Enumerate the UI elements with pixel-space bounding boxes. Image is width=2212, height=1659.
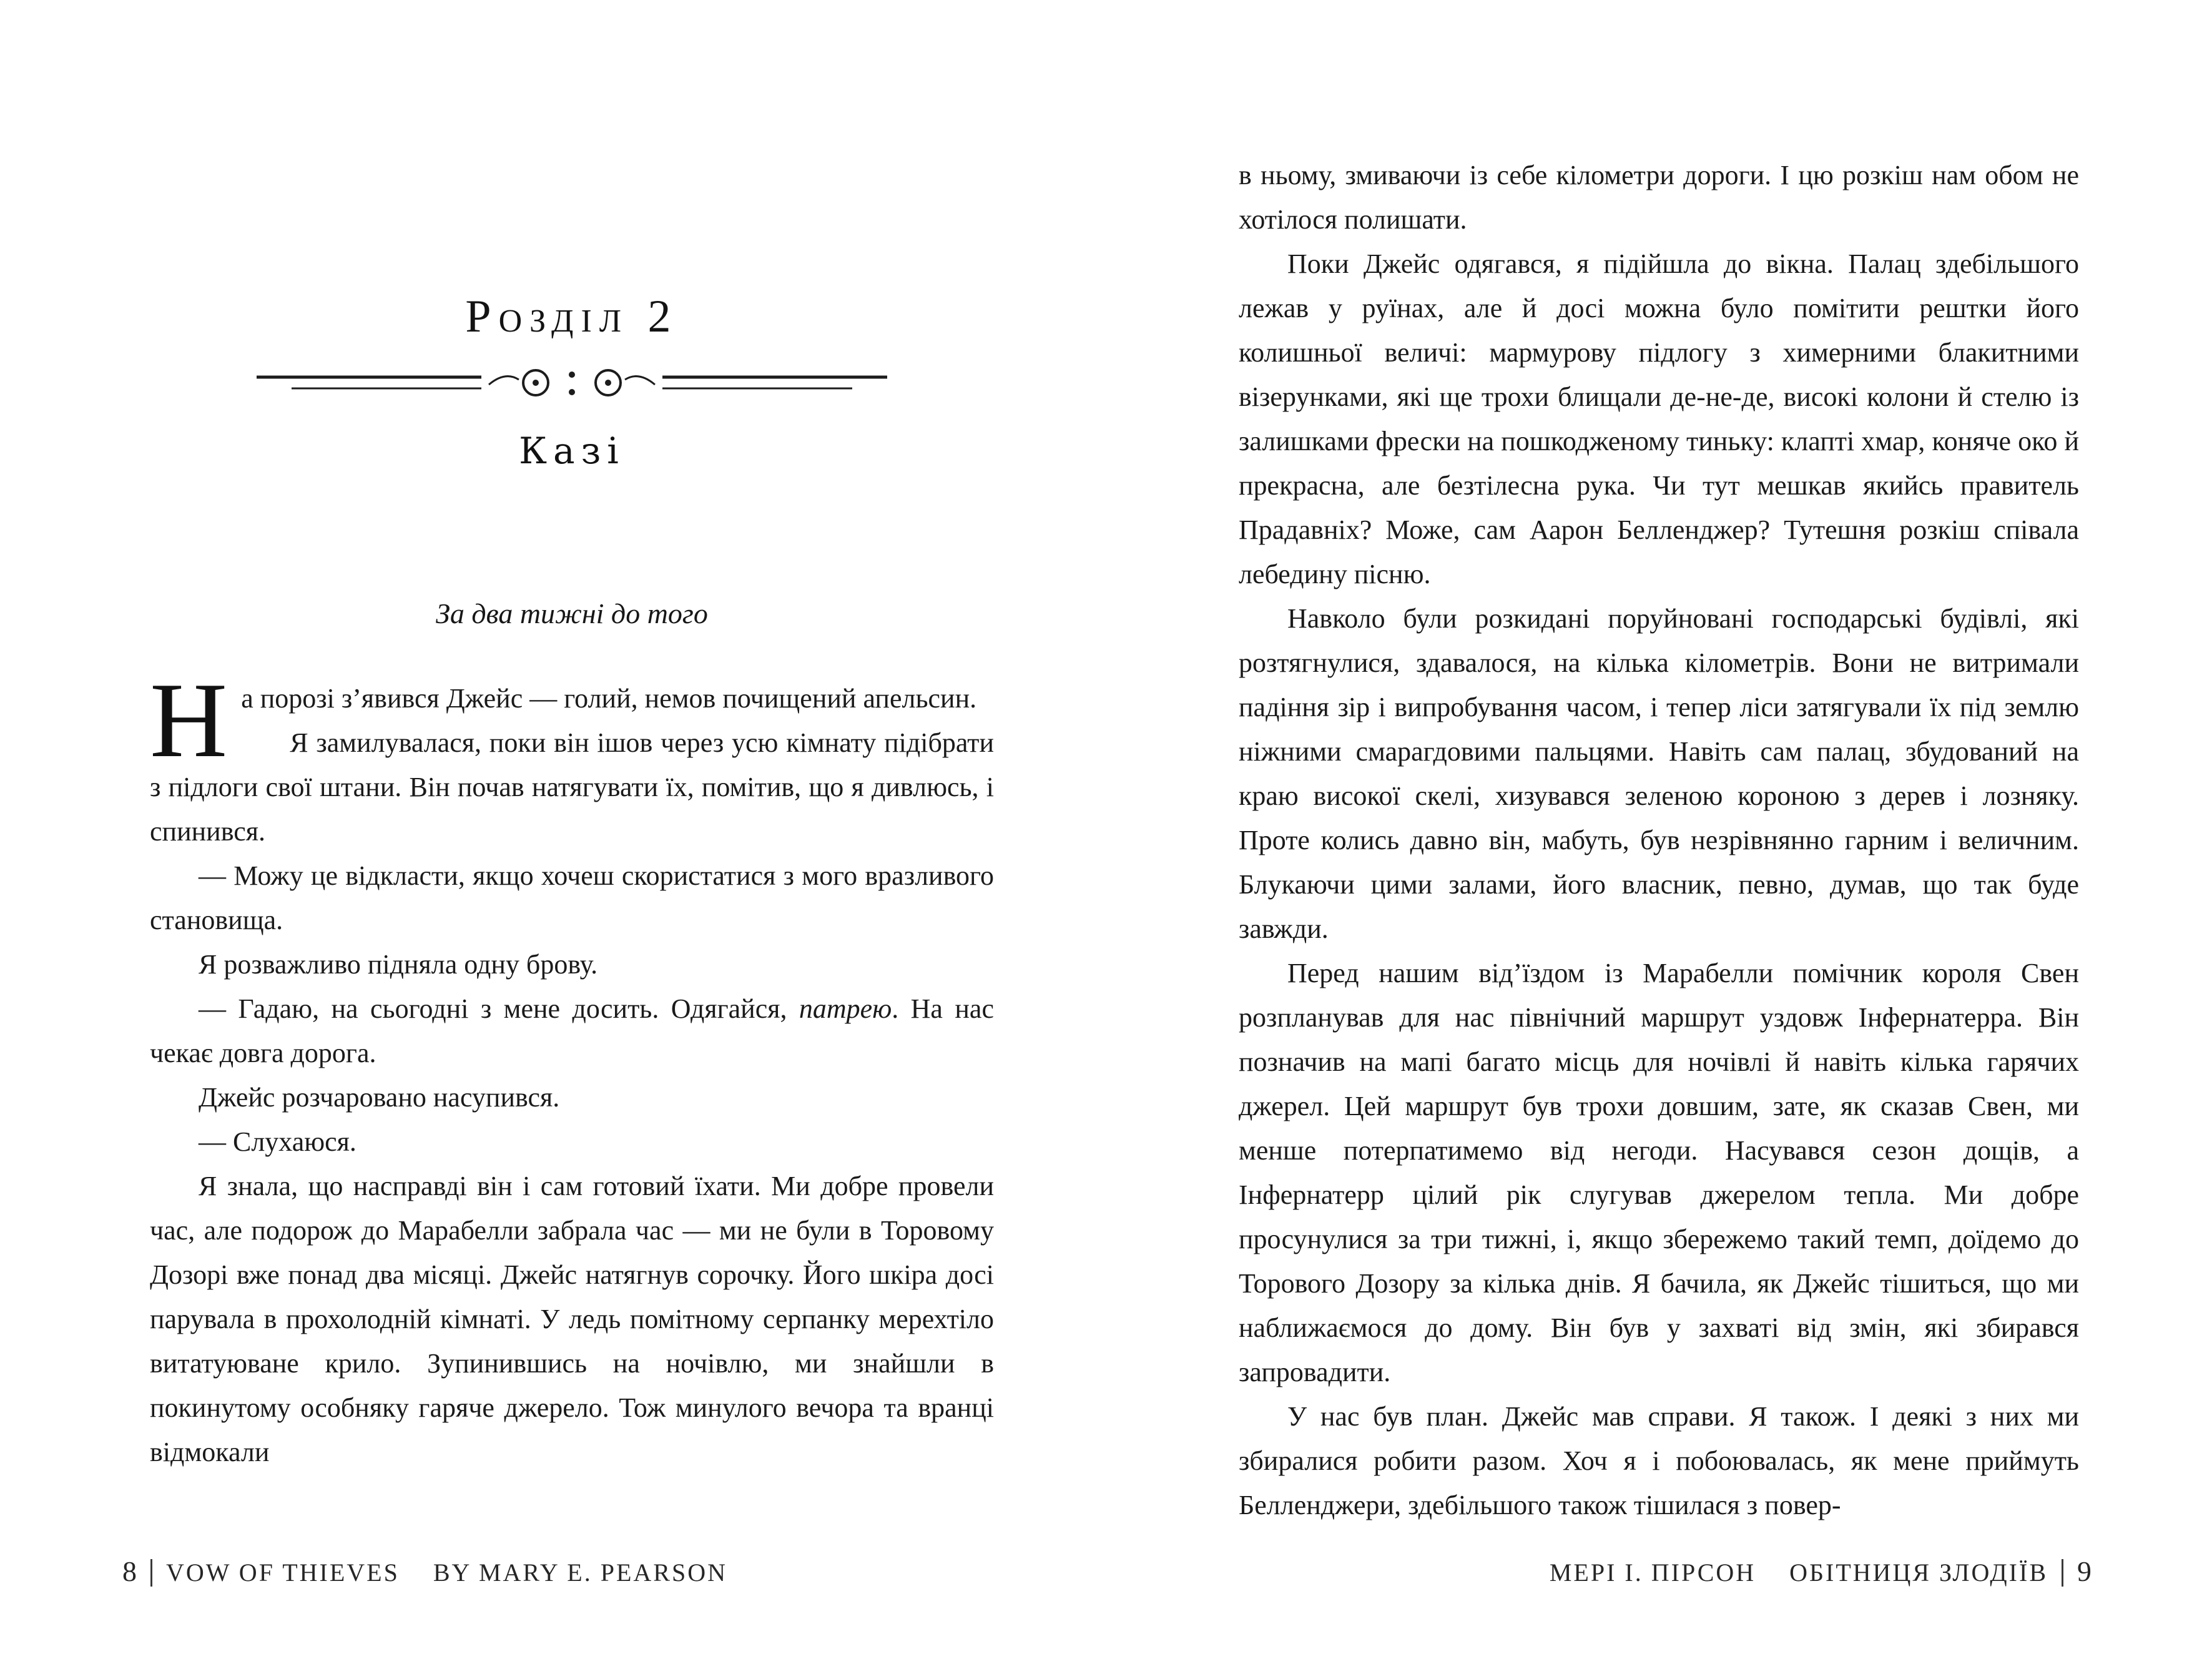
drop-cap: Н	[150, 661, 228, 780]
paragraph: Навколо були розкидані поруйновані господарські будівлі, які розтягнулися, здавалося, на кілька кілометрів. Вони не витримали падіння зір і випробування часом, і тепер ліси затягували їх під землю ніжними смарагдовими пальцями. Навіть сам палац, збудований на краю високої скелі, хизувався зеленою короною з дерев і лозняку. Проте колись давно він, мабуть, був незрівнянно гарним і величним. Блукаючи цими залами, його власник, певно, думав, що так буде завжди.	[1239, 603, 2079, 944]
right-page	[1239, 153, 2079, 1527]
paragraph: Я знала, що насправді він і сам готовий їхати. Ми добре провели час, але подорож до Марабелли забрала час — ми не були в Торовому Дозорі вже понад два місяці. Джейс натягнув сорочку. Його шкіра досі парувала в прохолодній кімнаті. У ледь помітному серпанку мерехтіло витатуюване крило. Зупинившись на ночівлю, ми знайшли в покинутому особняку гаряче джерело. Тож минулого вечора та вранці відмокали	[150, 1171, 994, 1467]
right-page-number: 9	[2077, 1555, 2092, 1587]
running-title: ОБІТНИЦЯ ЗЛОДІЇВ	[1789, 1558, 2048, 1587]
paragraph-text: . На нас чекає довга дорога.	[150, 993, 994, 1068]
paragraph: — Можу це відкласти, якщо хочеш скористатися з мого вразливого становища.	[150, 860, 994, 935]
right-body-text	[1239, 153, 2079, 1527]
left-page-number: 8	[122, 1555, 137, 1587]
paragraph	[150, 987, 994, 1075]
paragraph: Я розважливо підняла одну брову.	[199, 949, 598, 980]
chapter-ornament	[257, 357, 887, 413]
running-author: BY MARY E. PEARSON	[433, 1558, 727, 1587]
footer-divider	[2062, 1559, 2063, 1587]
paragraph: Поки Джейс одягався, я підійшла до вікна. Палац здебільшого лежав у руїнах, але й досі можна було помітити рештки його колишньої величі: мармурову підлогу з химерними блакитними візерунками, які ще трохи блищали де-не-де, високі колони й стелю із залишками фрески на пошкодженому тиньку: клапті хмар, коняче око й прекрасна, але безтілесна рука. Чи тут мешкав якийсь правитель Прадавніх? Може, сам Аарон Белленджер? Тутешня розкіш співала лебедину пісню.	[1239, 249, 2079, 589]
paragraph	[150, 661, 994, 780]
time-note: За два тижні до того	[436, 598, 708, 629]
pov-character-name: Казі	[519, 430, 625, 472]
left-body-text	[150, 661, 994, 1474]
paragraph: в ньому, змиваючи із себе кілометри дороги. І цю розкіш нам обом не хотілося полишати.	[1239, 160, 2079, 235]
footer-divider	[150, 1559, 152, 1587]
paragraph: Джейс розчаровано насупився.	[199, 1082, 560, 1113]
left-page-footer	[122, 1555, 727, 1588]
paragraph: Перед нашим від’їздом із Марабелли помічник короля Свен розпланував для нас північний маршрут уздовж Інфернатерра. Він позначив на мапі багато місць для ночівлі й навіть кілька гарячих джерел. Цей маршрут був трохи довшим, зате, як сказав Свен, ми менше потерпатимемо від негоди. Насувався сезон дощів, а Інфернатерр цілий рік слугував джерелом тепла. Ми добре просунулися за три тижні, і, якщо збережемо такий темп, доїдемо до Торового Дозору за кілька днів. Я бачила, як Джейс тішиться, що ми наближаємося до дому. Він був у захваті від змін, які збирався запровадити.	[1239, 958, 2079, 1387]
left-page	[150, 0, 994, 1474]
flourish-divider-icon	[257, 357, 887, 413]
running-author: МЕРІ І. ПІРСОН	[1549, 1558, 1756, 1587]
paragraph: Я замилувалася, поки він ішов через усю кімнату підібрати з підлоги свої штани. Він почав натягувати їх, помітив, що я дивлюсь, і спинився.	[150, 727, 994, 847]
paragraph-text: а порозі з’явився Джейс — голий, немов почищений апельсин.	[241, 683, 977, 714]
paragraph: — Слухаюся.	[199, 1126, 356, 1157]
chapter-title: Розділ 2	[465, 291, 679, 342]
italic-word: патрею	[799, 993, 892, 1024]
paragraph-text: — Гадаю, на сьогодні з мене досить. Одягайся,	[199, 993, 799, 1024]
running-title: VOW OF THIEVES	[166, 1558, 400, 1587]
paragraph: У нас був план. Джейс мав справи. Я також. І деякі з них ми збиралися робити разом. Хоч я і побоювалась, як мене приймуть Белленджери, здебільшого також тішилася з повер-	[1239, 1401, 2079, 1520]
right-page-footer	[1550, 1555, 2092, 1588]
